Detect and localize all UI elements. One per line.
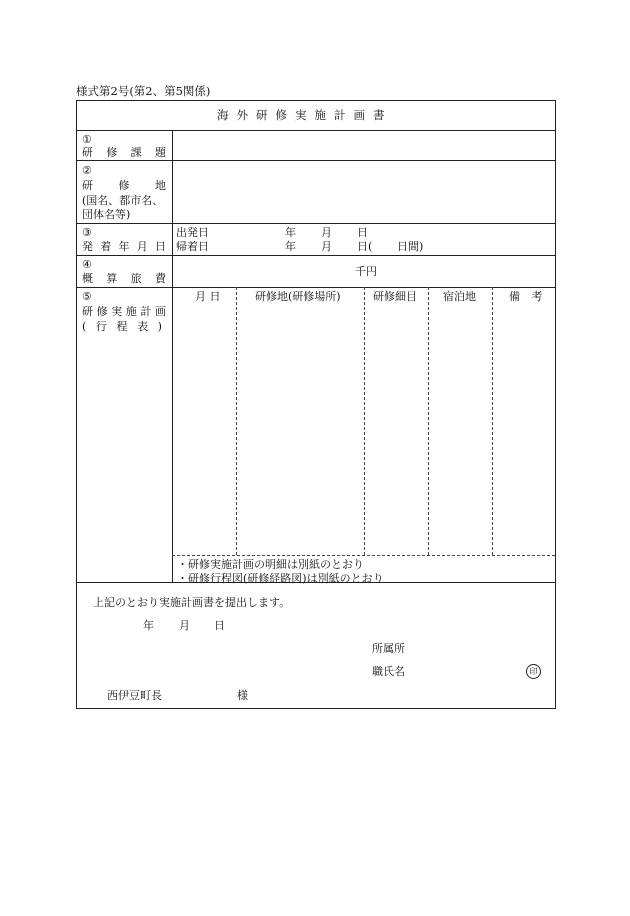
form-caption: 様式第2号(第2、第5関係) bbox=[76, 84, 211, 98]
plan-notes-divider bbox=[172, 555, 555, 556]
location-label bbox=[82, 179, 166, 192]
plan-label-char: 修 bbox=[96, 305, 108, 318]
plan-number: ⑤ bbox=[82, 290, 92, 303]
subject-label-char: 研 bbox=[82, 146, 93, 159]
plan-sublabel-char: 行 bbox=[95, 320, 107, 333]
plan-label-char: 施 bbox=[125, 305, 137, 318]
arrive-day: 日( bbox=[357, 240, 373, 253]
plan-divider-4 bbox=[492, 287, 493, 555]
cost-label-char: 旅 bbox=[130, 272, 142, 285]
plan-divider-2 bbox=[364, 287, 365, 555]
cost-label-char: 費 bbox=[154, 272, 166, 285]
position-name-label: 職氏名 bbox=[372, 665, 405, 678]
column-header-remarks: 備 考 bbox=[509, 290, 547, 303]
rule-location bbox=[77, 223, 555, 224]
subject-label-char: 題 bbox=[154, 146, 166, 159]
subject-label bbox=[82, 146, 166, 159]
plan-label-char: 計 bbox=[140, 305, 152, 318]
depart-year: 年 bbox=[285, 226, 296, 239]
location-label-char: 地 bbox=[155, 179, 166, 192]
column-header-lodging: 宿泊地 bbox=[443, 290, 476, 303]
plan-lodging-field[interactable] bbox=[430, 305, 491, 553]
dates-label-char: 月 bbox=[136, 240, 148, 253]
plan-divider-3 bbox=[428, 287, 429, 555]
arrive-label: 帰着日 bbox=[176, 240, 209, 253]
location-field[interactable] bbox=[174, 161, 554, 222]
plan-label-char: 画 bbox=[154, 305, 166, 318]
plan-note-2: ・研修行程図(研修経路図)は別紙のとおり bbox=[177, 572, 384, 585]
subject-label-char: 修 bbox=[106, 146, 118, 159]
plan-note-1: ・研修実施計画の明細は別紙のとおり bbox=[177, 558, 364, 571]
trip-days: 日間) bbox=[397, 240, 424, 253]
column-header-location: 研修地(研修場所) bbox=[255, 290, 341, 303]
plan-remarks-field[interactable] bbox=[494, 305, 554, 553]
submit-day: 日 bbox=[214, 619, 225, 632]
subject-field[interactable] bbox=[174, 131, 554, 159]
location-number: ② bbox=[82, 164, 92, 177]
column-header-details: 研修細目 bbox=[373, 290, 417, 303]
location-note-1: (国名、都市名、 bbox=[82, 194, 164, 207]
submit-year: 年 bbox=[143, 619, 154, 632]
arrive-month: 月 bbox=[321, 240, 332, 253]
depart-label: 出発日 bbox=[176, 226, 209, 239]
cost-field[interactable] bbox=[174, 256, 554, 286]
seal-mark: 印 bbox=[526, 664, 541, 679]
plan-sublabel-char: 表 bbox=[137, 320, 149, 333]
depart-month: 月 bbox=[321, 226, 332, 239]
plan-sublabel-char: ( bbox=[82, 320, 87, 333]
label-divider bbox=[172, 130, 173, 582]
submit-month: 月 bbox=[179, 619, 190, 632]
dates-label-char: 着 bbox=[100, 240, 112, 253]
arrive-year: 年 bbox=[285, 240, 296, 253]
rule-cost bbox=[77, 287, 555, 288]
plan-sublabel-char: ) bbox=[157, 320, 162, 333]
column-header-date: 月 日 bbox=[195, 290, 221, 303]
plan-sublabel-char: 程 bbox=[116, 320, 128, 333]
addressee: 西伊豆町長 bbox=[107, 689, 162, 702]
subject-label-char: 課 bbox=[130, 146, 142, 159]
location-label-char: 修 bbox=[118, 179, 130, 192]
location-label-char: 研 bbox=[82, 179, 93, 192]
location-note-2: 団体名等) bbox=[82, 208, 131, 221]
cost-label bbox=[82, 272, 166, 285]
dates-number: ③ bbox=[82, 226, 92, 239]
honorific: 様 bbox=[237, 689, 248, 702]
dates-label-char: 発 bbox=[82, 240, 93, 253]
cost-label-char: 概 bbox=[82, 272, 93, 285]
depart-day: 日 bbox=[357, 226, 368, 239]
affiliation-label: 所属所 bbox=[372, 642, 405, 655]
cost-unit: 千円 bbox=[355, 265, 377, 278]
submission-statement: 上記のとおり実施計画書を提出します。 bbox=[93, 596, 291, 609]
cost-label-char: 算 bbox=[106, 272, 118, 285]
cost-number: ④ bbox=[82, 258, 92, 271]
plan-label-char: 実 bbox=[111, 305, 123, 318]
dates-label-char: 年 bbox=[118, 240, 130, 253]
plan-location-field[interactable] bbox=[238, 305, 363, 553]
document-title: 海外研修実施計画書 bbox=[217, 108, 393, 122]
subject-number: ① bbox=[82, 133, 92, 146]
dates-label-char: 日 bbox=[155, 240, 166, 253]
plan-sublabel bbox=[82, 320, 162, 333]
plan-divider-1 bbox=[236, 287, 237, 555]
form-sheet bbox=[76, 100, 556, 709]
plan-details-field[interactable] bbox=[366, 305, 427, 553]
plan-label-char: 研 bbox=[82, 305, 93, 318]
dates-label bbox=[82, 240, 166, 253]
plan-date-field[interactable] bbox=[174, 305, 235, 553]
plan-label bbox=[82, 305, 166, 318]
